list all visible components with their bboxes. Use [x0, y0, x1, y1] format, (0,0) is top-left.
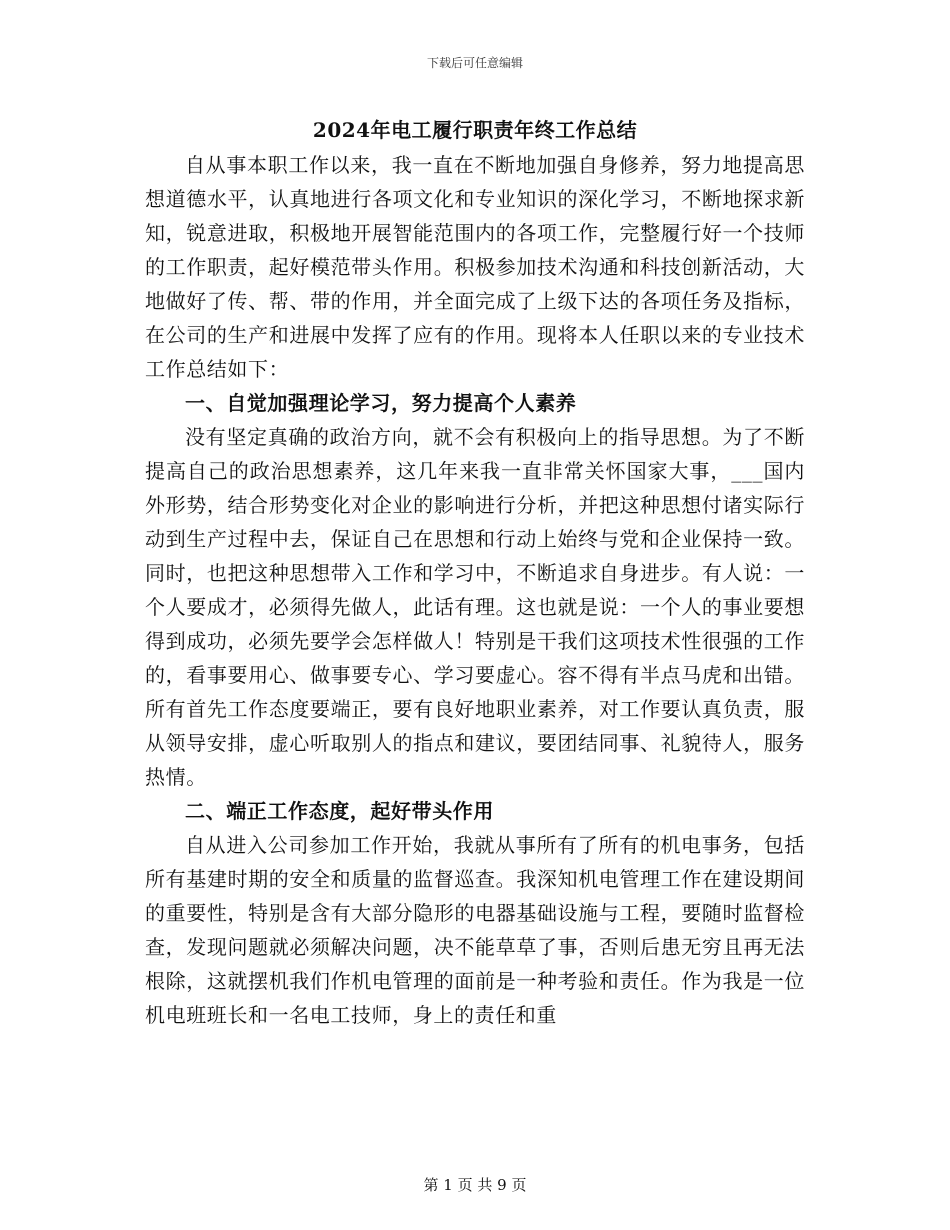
header-note: 下载后可任意编辑	[426, 56, 523, 70]
section-heading-2: 二、端正工作态度，起好带头作用	[185, 799, 494, 823]
page-footer: 第 1 页 共 9 页	[423, 1176, 527, 1194]
paragraph-section-2: 自从进入公司参加工作开始，我就从事所有了所有的机电事务，包括所有基建时期的安全和质量的监督巡查。我深知机电管理工作在建设期间的重要性，特别是含有大部分隐形的电器基础设施与工程，要随时监督检查，发现问题就必须解决问题，决不能草草了事，否则后患无穷且再无法根除，这就摆机我们作机电管理的面前是一种考验和责任。作为我是一位机电班班长和一名电工技师，身上的责任和重	[145, 833, 805, 1027]
document-body	[145, 148, 805, 1032]
paragraph-section-1: 没有坚定真确的政治方向，就不会有积极向上的指导思想。为了不断提高自己的政治思想素养，这几年来我一直非常关怀国家大事，___国内外形势，结合形势变化对企业的影响进行分析，并把这种思想付诸实际行动到生产过程中去，保证自己在思想和行动上始终与党和企业保持一致。同时，也把这种思想带入工作和学习中，不断追求自身进步。有人说：一个人要成才，必须得先做人，此话有理。这也就是说：一个人的事业要想得到成功，必须先要学会怎样做人！特别是干我们这项技术性很强的工作的，看事要用心、做事要专心、学习要虚心。容不得有半点马虎和出错。所有首先工作态度要端正，要有良好地职业素养，对工作要认真负责，服从领导安排，虚心听取别人的指点和建议，要团结同事、礼貌待人，服务热情。	[145, 425, 805, 789]
paragraph-intro: 自从事本职工作以来，我一直在不断地加强自身修养，努力地提高思想道德水平，认真地进行各项文化和专业知识的深化学习，不断地探求新知，锐意进取，积极地开展智能范围内的各项工作，完整履行好一个技师的工作职责，起好模范带头作用。积极参加技术沟通和科技创新活动，大地做好了传、帮、带的作用，并全面完成了上级下达的各项任务及指标，在公司的生产和进展中发挥了应有的作用。现将本人任职以来的专业技术工作总结如下：	[145, 153, 805, 381]
section-heading-1: 一、自觉加强理论学习，努力提高个人素养	[185, 391, 577, 415]
document-title: 2024年电工履行职责年终工作总结	[312, 118, 638, 142]
